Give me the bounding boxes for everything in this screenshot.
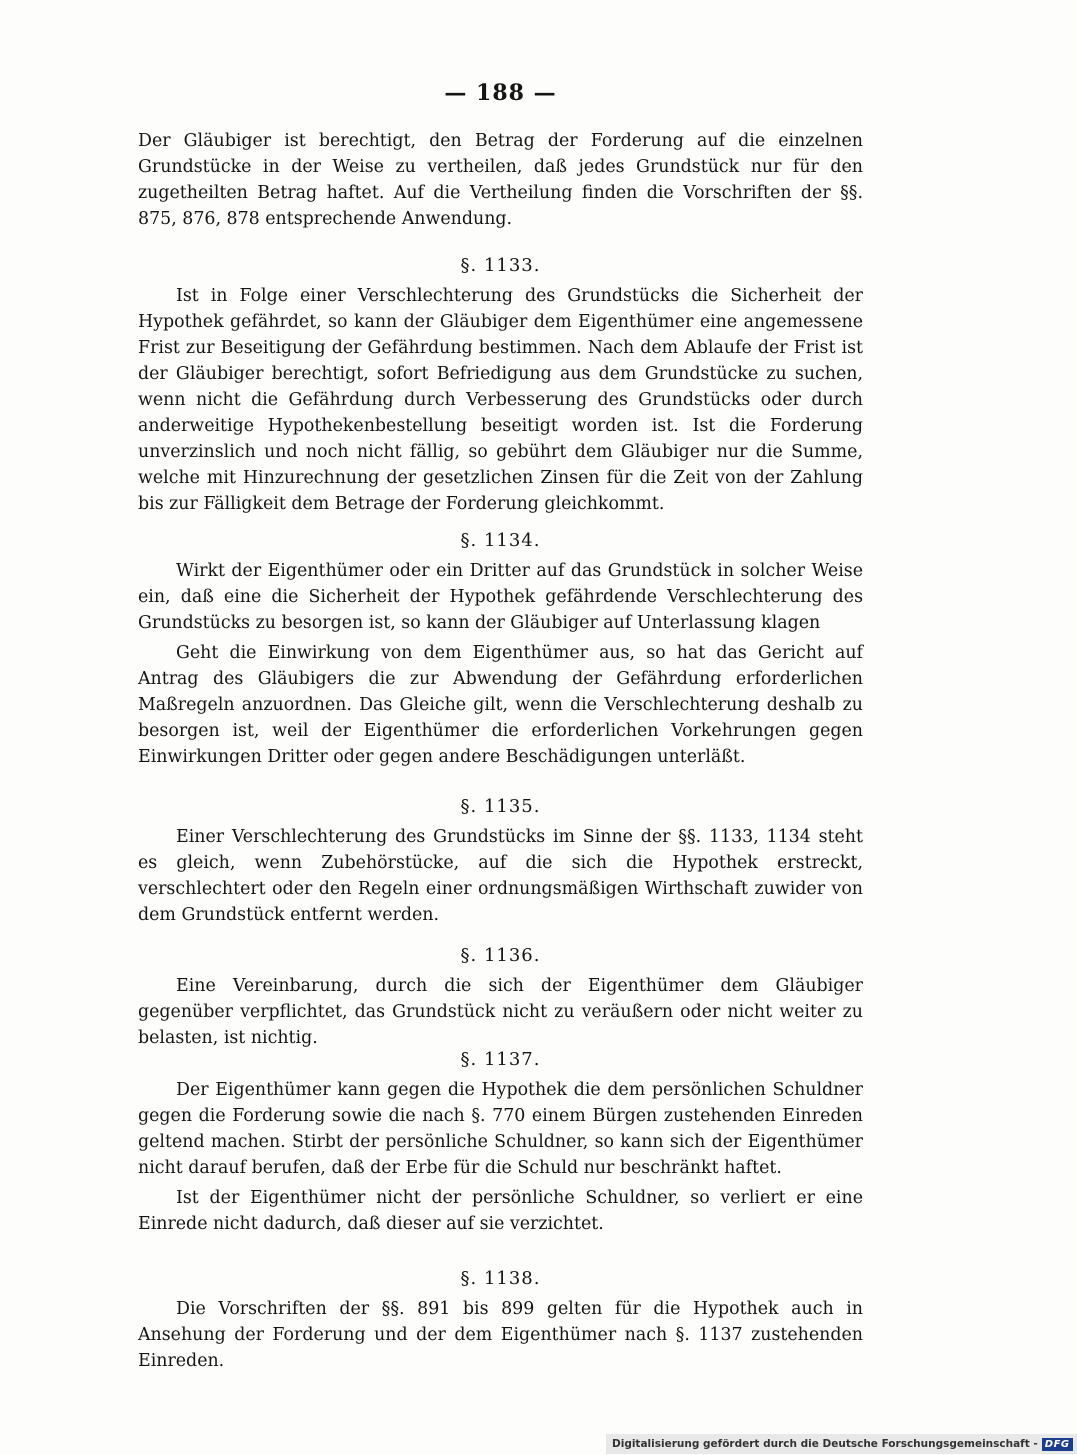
section-heading-1134: §. 1134. (460, 530, 541, 551)
paragraph-intro: Der Gläubiger ist berechtigt, den Betrag der Forderung auf die einzelnen Grundstücke in der Weise zu vertheilen, daß jedes Grundstück nur für den zugetheilten Betrag haftet. Auf die Vertheilung finden die Vorschriften der §§. 875, 876, 878 entsprechende Anwendung. (138, 131, 863, 229)
paragraph-1133: Ist in Folge einer Verschlechterung des Grundstücks die Sicherheit der Hypothek gefährdet, so kann der Gläubiger dem Eigenthümer eine angemessene Frist zur Beseitigung der Gefährdung bestimmen. Nach dem Ablaufe der Frist ist der Gläubiger berechtigt, sofort Befriedigung aus dem Grundstücke zu suchen, wenn nicht die Gefährdung durch Verbesserung des Grundstücks oder durch anderweitige Hypothekenbestellung beseitigt worden ist. Ist die Forderung unverzinslich und noch nicht fällig, so gebührt dem Gläubiger nur die Summe, welche mit Hinzurechnung der gesetzlichen Zinsen für die Zeit von der Zahlung bis zur Fälligkeit dem Betrage der Forderung gleichkommt. (138, 286, 863, 514)
paragraph-1135: Einer Verschlechterung des Grundstücks im Sinne der §§. 1133, 1134 steht es gleich, wenn Zubehörstücke, auf die sich die Hypothek erstreckt, verschlechtert oder den Regeln einer ordnungsmäßigen Wirthschaft zuwider von dem Grundstück entfernt werden. (138, 827, 863, 925)
paragraph-1137-b: Ist der Eigenthümer nicht der persönliche Schuldner, so verliert er eine Einrede nicht dadurch, daß dieser auf sie verzichtet. (138, 1188, 863, 1234)
footer-credit-text: Digitalisierung gefördert durch die Deutsche Forschungsgemeinschaft - (612, 1438, 1038, 1450)
paragraph-1134-a: Wirkt der Eigenthümer oder ein Dritter auf das Grundstück in solcher Weise ein, daß eine die Sicherheit der Hypothek gefährdende Verschlechterung des Grundstücks zu besorgen ist, so kann der Gläubiger auf Unterlassung klagen (138, 561, 863, 633)
digitization-footer (606, 1434, 1077, 1454)
page-number: — 188 — (444, 80, 557, 106)
section-heading-1137: §. 1137. (460, 1049, 541, 1070)
paragraph-1136: Eine Vereinbarung, durch die sich der Eigenthümer dem Gläubiger gegenüber verpflichtet, das Grundstück nicht zu veräußern oder nicht weiter zu belasten, ist nichtig. (138, 976, 863, 1048)
section-heading-1133: §. 1133. (460, 255, 541, 276)
document-page (138, 0, 863, 1455)
section-heading-1135: §. 1135. (460, 796, 541, 817)
paragraph-1137-a: Der Eigenthümer kann gegen die Hypothek die dem persönlichen Schuldner gegen die Forderung sowie die nach §. 770 einem Bürgen zustehenden Einreden geltend machen. Stirbt der persönliche Schuldner, so kann sich der Eigenthümer nicht darauf berufen, daß der Erbe für die Schuld nur beschränkt haftet. (138, 1080, 863, 1178)
paragraph-1138: Die Vorschriften der §§. 891 bis 899 gelten für die Hypothek auch in Ansehung der Forderung und der dem Eigenthümer nach §. 1137 zustehenden Einreden. (138, 1299, 863, 1371)
paragraph-1134-b: Geht die Einwirkung von dem Eigenthümer aus, so hat das Gericht auf Antrag des Gläubigers die zur Abwendung der Gefährdung erforderlichen Maßregeln anzuordnen. Das Gleiche gilt, wenn die Verschlechterung deshalb zu besorgen ist, weil der Eigenthümer die erforderlichen Vorkehrungen gegen Einwirkungen Dritter oder gegen andere Beschädigungen unterläßt. (138, 643, 863, 767)
section-heading-1136: §. 1136. (460, 945, 541, 966)
section-heading-1138: §. 1138. (460, 1268, 541, 1289)
dfg-logo: DFG (1042, 1438, 1073, 1451)
